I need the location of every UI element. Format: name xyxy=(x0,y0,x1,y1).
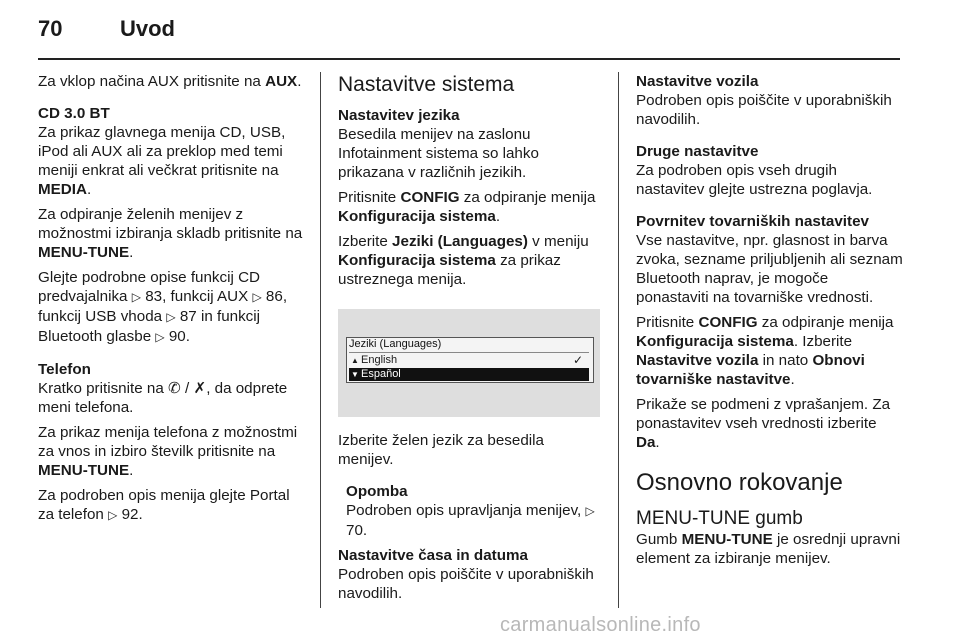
arrow-down-icon: ▼ xyxy=(351,370,359,379)
menu-tune-key: MENU-TUNE xyxy=(38,462,130,479)
page-ref-arrow-icon: ▷ xyxy=(166,310,176,324)
page-ref-86[interactable]: 86 xyxy=(265,288,283,305)
language-option-espanol: ▼ Español xyxy=(349,368,589,381)
lang-paragraph-3: Izberite Jeziki (Languages) v meniju Konfiguracija sistema za prikaz ustreznega menija. xyxy=(338,233,589,288)
page-ref-arrow-icon: ▷ xyxy=(155,330,165,344)
time-text: Podroben opis poiščite v uporabniških navodilih. xyxy=(338,566,594,602)
language-option-english: ▲ English ✓ xyxy=(349,354,589,367)
phone-icon: ✆ xyxy=(168,380,181,397)
page-ref-90[interactable]: 90 xyxy=(168,328,186,345)
cd-paragraph-3: Glejte podrobne opise funkcij CD predvajalnika ▷ 83, funkcij AUX ▷ 86, funkcij USB vhoda ▷ 87 in funkcij Bluetooth glasbe ▷ 90. xyxy=(38,269,288,345)
arrow-up-icon: ▲ xyxy=(351,356,359,365)
menu-name: Konfiguracija sistema xyxy=(338,208,496,225)
cd-heading: CD 3.0 BT xyxy=(38,105,110,122)
reset-paragraph-2: Pritisnite CONFIG za odpiranje menija Konfiguracija sistema. Izberite Nastavitve vozila in nato Obnovi tovarniške nastavitve. xyxy=(636,314,894,388)
column-1 xyxy=(38,72,308,531)
phone-paragraph-1: Kratko pritisnite na ✆ / ✗, da odprete meni telefona. xyxy=(38,380,288,416)
column-2 xyxy=(338,72,600,609)
lang-heading: Nastavitev jezika xyxy=(338,107,460,124)
phone-paragraph-2: Za prikaz menija telefona z možnostmi za vnos in izbiro številk pritisnite na MENU-TUNE. xyxy=(38,424,298,479)
aux-key: AUX xyxy=(265,73,298,90)
column-divider-2 xyxy=(618,72,619,608)
config-key: CONFIG xyxy=(400,189,460,206)
page-title: Uvod xyxy=(120,16,175,41)
languages-item: Jeziki (Languages) xyxy=(392,233,528,250)
phone-paragraph-3: Za podroben opis menija glejte Portal za telefon ▷ 92. xyxy=(38,487,290,523)
restore-defaults-item: Obnovi tovarniške nastavitve xyxy=(636,352,865,388)
other-text: Za podroben opis vseh drugih nastavitev glejte ustrezna poglavja. xyxy=(636,162,873,198)
menu-name: Konfiguracija sistema xyxy=(338,252,496,269)
page-ref-83[interactable]: 83 xyxy=(145,288,163,305)
watermark: carmanualsonline.info xyxy=(500,614,701,636)
config-key: CONFIG xyxy=(698,314,758,331)
column-3 xyxy=(636,72,904,574)
language-menu-screenshot xyxy=(338,309,600,417)
time-heading: Nastavitve časa in datuma xyxy=(338,547,528,564)
section-heading-system: Nastavitve sistema xyxy=(338,73,515,96)
note-heading: Opomba xyxy=(346,483,408,500)
page-ref-92[interactable]: 92 xyxy=(121,506,139,523)
page-ref-arrow-icon: ▷ xyxy=(252,290,262,304)
page-ref-87[interactable]: 87 xyxy=(179,308,197,325)
menu-tune-heading: MENU-TUNE gumb xyxy=(636,508,803,529)
cd-paragraph-2: Za odpiranje želenih menijev z možnostmi izbiranja skladb pritisnite na MENU-TUNE. xyxy=(38,206,303,261)
page-ref-70[interactable]: 70 xyxy=(346,522,363,539)
vehicle-settings-item: Nastavitve vozila xyxy=(636,352,759,369)
language-menu-frame xyxy=(346,337,594,383)
lang-paragraph-2: Pritisnite CONFIG za odpiranje menija Konfiguracija sistema. xyxy=(338,189,596,225)
yes-key: Da xyxy=(636,434,656,451)
language-menu-title: Jeziki (Languages) xyxy=(349,338,442,350)
phone-heading: Telefon xyxy=(38,361,91,378)
menu-tune-key: MENU-TUNE xyxy=(38,244,130,261)
check-icon: ✓ xyxy=(572,353,583,367)
cd-paragraph-1: Za prikaz glavnega menija CD, USB, iPod ali AUX ali za preklop med temi meniji enkrat ali večkrat pritisnite na MEDIA. xyxy=(38,124,286,198)
aux-paragraph: Za vklop načina AUX pritisnite na AUX. xyxy=(38,73,302,90)
phone-hangup-icon: ✗ xyxy=(193,380,207,397)
reset-paragraph-1: Vse nastavitve, npr. glasnost in barva zvoka, sezname priljubljenih ali seznam Bluetooth naprav, je mogoče ponastaviti na tovarniške vrednosti. xyxy=(636,232,903,306)
language-menu-divider xyxy=(349,352,589,353)
reset-paragraph-3: Prikaže se podmeni z vprašanjem. Za ponastavitev vseh vrednosti izberite Da. xyxy=(636,396,891,451)
media-key: MEDIA xyxy=(38,181,87,198)
menu-tune-paragraph: Gumb MENU-TUNE je osrednji upravni element za izbiranje menijev. xyxy=(636,531,901,567)
page-number: 70 xyxy=(38,16,63,41)
menu-name: Konfiguracija sistema xyxy=(636,333,794,350)
header-rule xyxy=(38,58,900,60)
lang-paragraph-4: Izberite želen jezik za besedila menijev. xyxy=(338,432,544,468)
page-ref-arrow-icon: ▷ xyxy=(108,508,118,522)
note-text: Podroben opis upravljanja menijev, ▷ 70. xyxy=(346,502,595,539)
lang-paragraph-1: Besedila menijev na zaslonu Infotainment sistema so lahko prikazana v različnih jezikih. xyxy=(338,126,539,181)
menu-tune-key: MENU-TUNE xyxy=(681,531,773,548)
page-ref-arrow-icon: ▷ xyxy=(131,290,141,304)
note-box xyxy=(346,482,600,540)
section-heading-basic: Osnovno rokovanje xyxy=(636,469,843,496)
vehicle-text: Podroben opis poiščite v uporabniških navodilih. xyxy=(636,92,892,128)
vehicle-heading: Nastavitve vozila xyxy=(636,73,759,90)
reset-heading: Povrnitev tovarniških nastavitev xyxy=(636,213,869,230)
page-ref-arrow-icon: ▷ xyxy=(585,504,595,518)
column-divider-1 xyxy=(320,72,321,608)
other-heading: Druge nastavitve xyxy=(636,143,759,160)
